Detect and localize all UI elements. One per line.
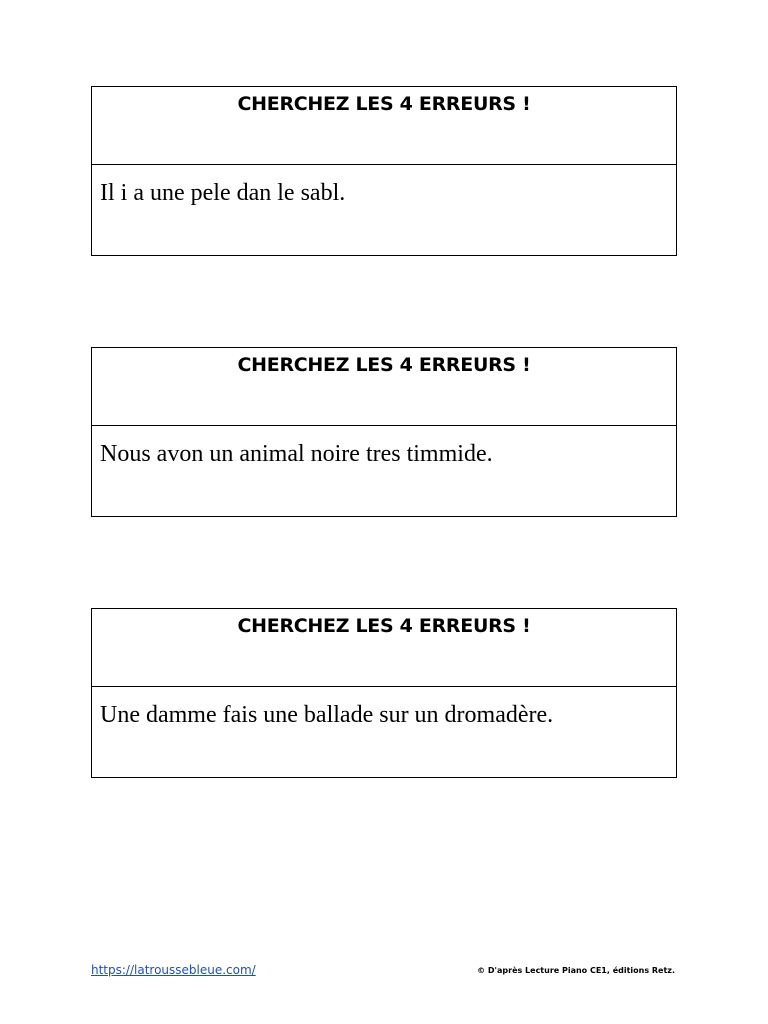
footer-website-link[interactable]: https://latroussebleue.com/: [91, 963, 256, 977]
card-sentence: Nous avon un animal noire tres timmide.: [100, 441, 493, 467]
card-title: CHERCHEZ LES 4 ERREURS !: [92, 348, 676, 426]
exercise-card: [91, 608, 677, 778]
exercise-card: [91, 86, 677, 256]
card-sentence: Une damme fais une ballade sur un dromadère.: [100, 702, 554, 728]
exercise-card: [91, 347, 677, 517]
card-sentence: Il i a une pele dan le sabl.: [100, 180, 346, 206]
card-title: CHERCHEZ LES 4 ERREURS !: [92, 87, 676, 165]
card-title: CHERCHEZ LES 4 ERREURS !: [92, 609, 676, 687]
footer-credit: © D'après Lecture Piano CE1, éditions Retz.: [477, 966, 675, 975]
